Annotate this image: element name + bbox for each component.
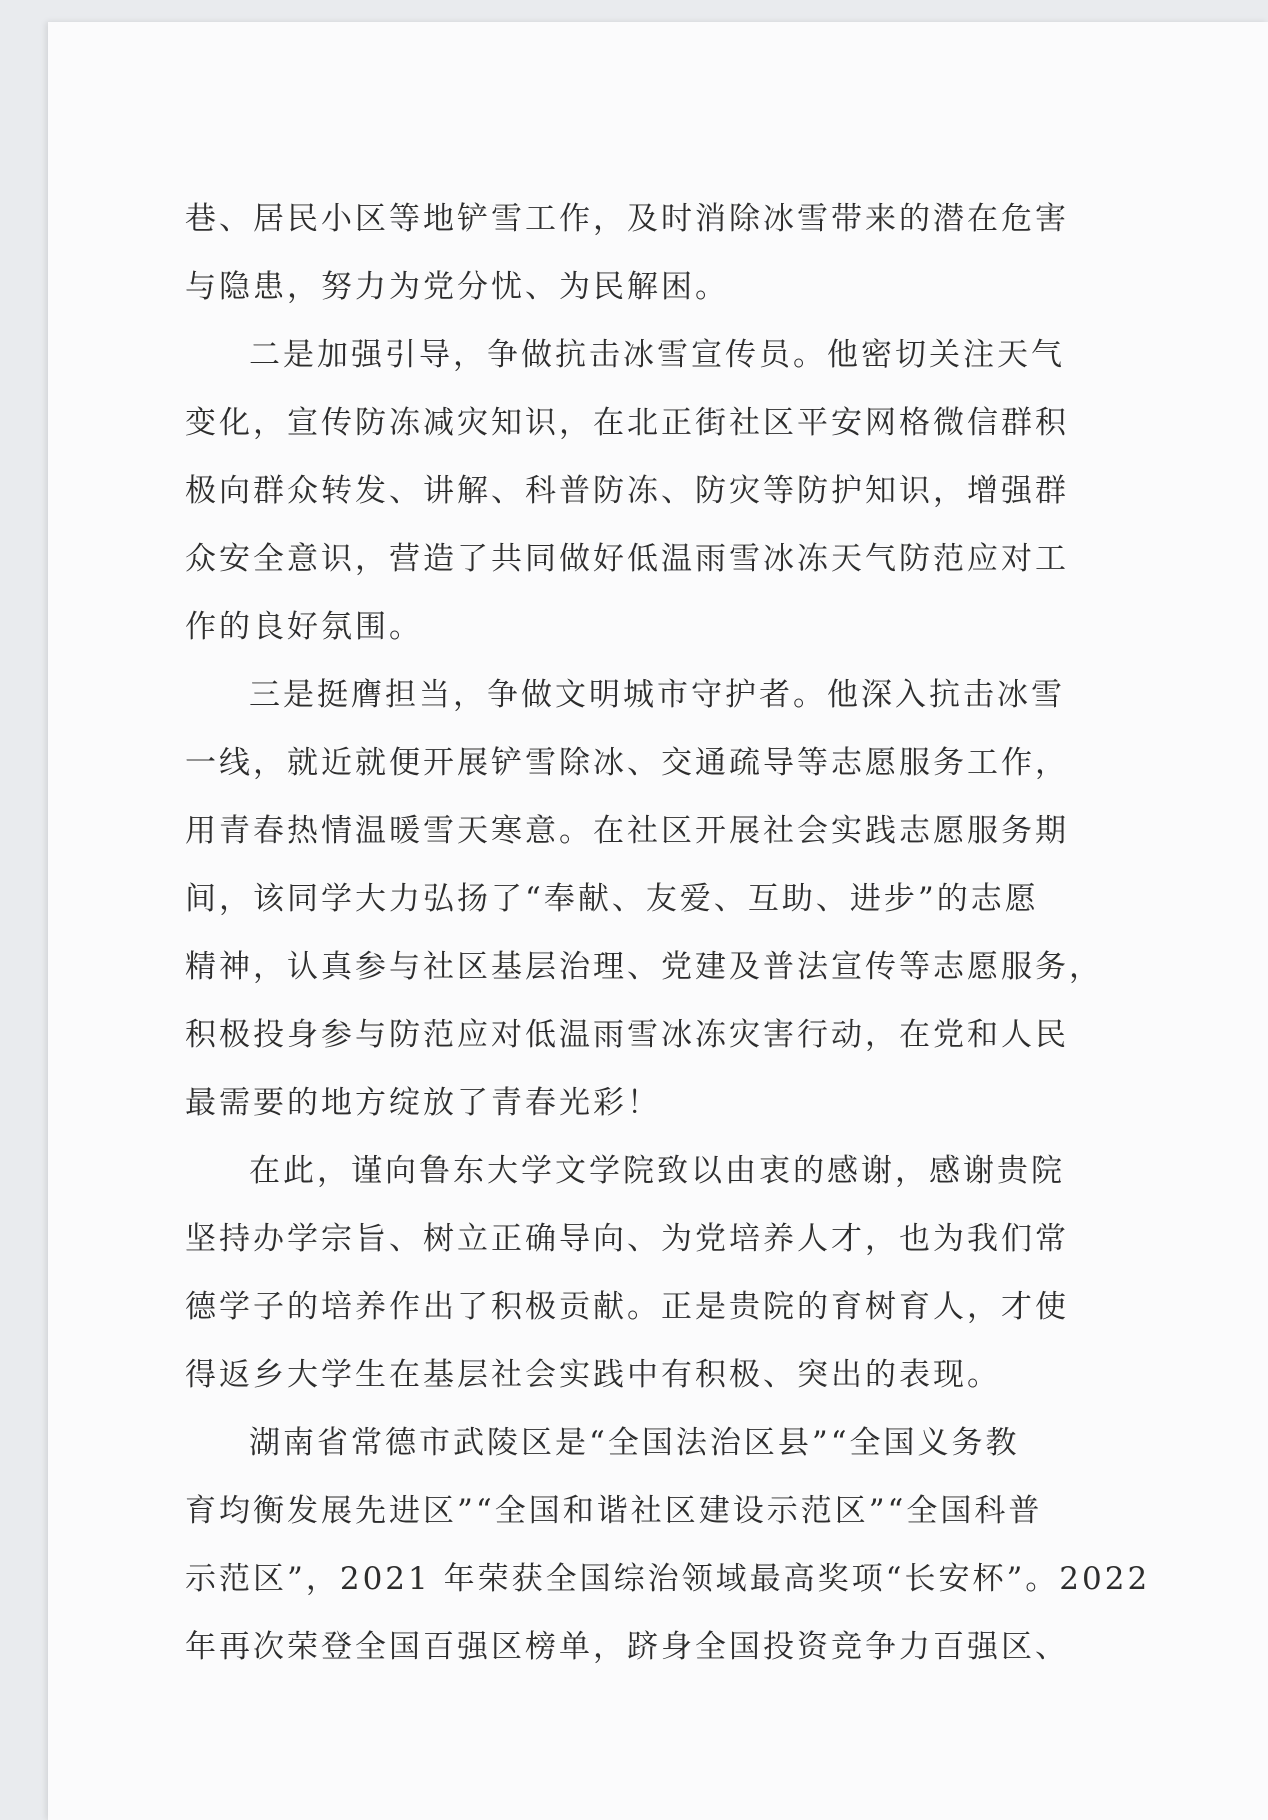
text-line: 三是挺膺担当，争做文明城市守护者。他深入抗击冰雪 xyxy=(249,677,1065,713)
text-line: 精神，认真参与社区基层治理、党建及普法宣传等志愿服务， xyxy=(185,949,1103,985)
text-line: 德学子的培养作出了积极贡献。正是贵院的育树育人，才使 xyxy=(185,1289,1069,1325)
document-body xyxy=(185,185,1151,1681)
text-line: 示范区”，2021 年荣获全国综治领域最高奖项“长安杯”。2022 xyxy=(185,1561,1151,1597)
text-line: 极向群众转发、讲解、科普防冻、防灾等防护知识，增强群 xyxy=(185,473,1069,509)
text-line: 在此，谨向鲁东大学文学院致以由衷的感谢，感谢贵院 xyxy=(249,1153,1065,1189)
text-line: 间，该同学大力弘扬了“奉献、友爱、互助、进步”的志愿 xyxy=(185,881,1039,917)
text-line: 变化，宣传防冻减灾知识，在北正街社区平安网格微信群积 xyxy=(185,405,1069,441)
text-line: 与隐患，努力为党分忧、为民解困。 xyxy=(185,269,729,305)
text-line: 二是加强引导，争做抗击冰雪宣传员。他密切关注天气 xyxy=(249,337,1065,373)
text-line: 得返乡大学生在基层社会实践中有积极、突出的表现。 xyxy=(185,1357,1001,1393)
text-line: 育均衡发展先进区”“全国和谐社区建设示范区”“全国科普 xyxy=(185,1493,1043,1529)
text-line: 最需要的地方绽放了青春光彩！ xyxy=(185,1085,661,1121)
text-line: 湖南省常德市武陵区是“全国法治区县”“全国义务教 xyxy=(249,1425,1020,1461)
text-line: 坚持办学宗旨、树立正确导向、为党培养人才，也为我们常 xyxy=(185,1221,1069,1257)
text-line: 用青春热情温暖雪天寒意。在社区开展社会实践志愿服务期 xyxy=(185,813,1069,849)
text-line: 积极投身参与防范应对低温雨雪冰冻灾害行动，在党和人民 xyxy=(185,1017,1069,1053)
text-line: 众安全意识，营造了共同做好低温雨雪冰冻天气防范应对工 xyxy=(185,541,1069,577)
text-line: 作的良好氛围。 xyxy=(185,609,423,645)
text-line: 年再次荣登全国百强区榜单，跻身全国投资竞争力百强区、 xyxy=(185,1629,1069,1665)
text-line: 巷、居民小区等地铲雪工作，及时消除冰雪带来的潜在危害 xyxy=(185,201,1069,237)
text-line: 一线，就近就便开展铲雪除冰、交通疏导等志愿服务工作， xyxy=(185,745,1069,781)
